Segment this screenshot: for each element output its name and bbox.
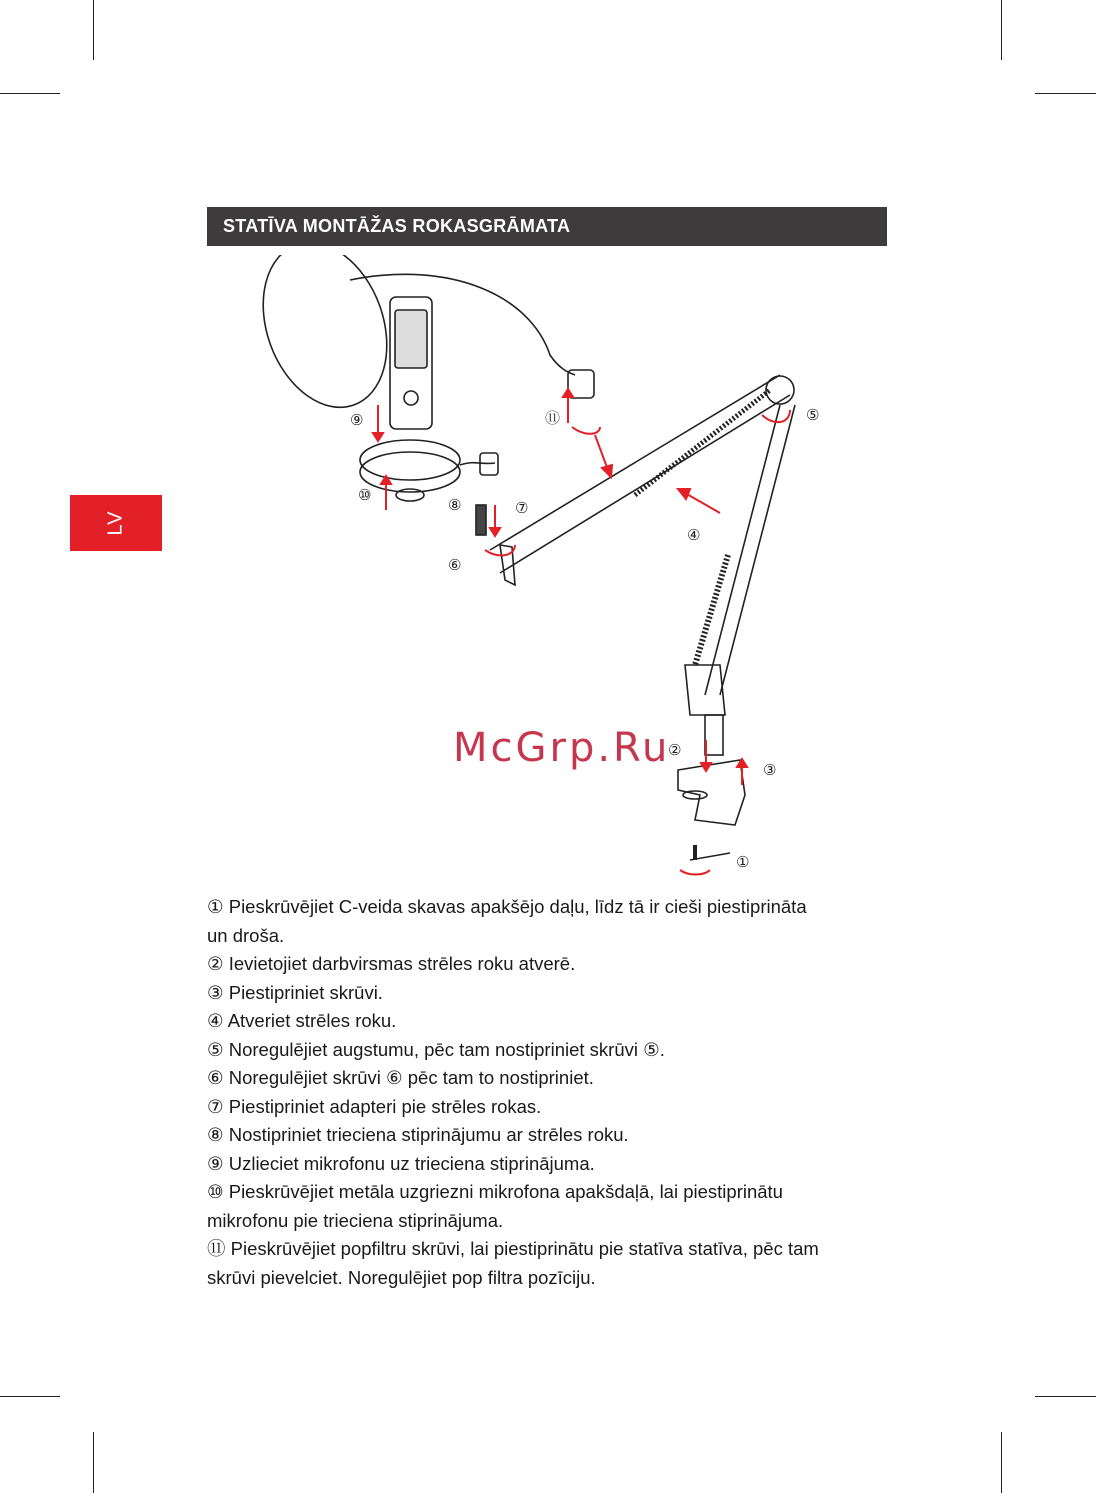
callout-2: ②: [668, 741, 682, 759]
callout-4: ④: [687, 526, 701, 544]
instruction-line: ② Ievietojiet darbvirsmas strēles roku atverē.: [207, 953, 576, 974]
callout-11: ⑪: [545, 409, 561, 427]
crop-mark: [1035, 93, 1096, 94]
crop-mark: [93, 0, 94, 60]
adapter: [476, 505, 486, 535]
page-title: STATĪVA MONTĀŽAS ROKASGRĀMATA: [207, 207, 887, 246]
crop-mark: [1035, 1396, 1096, 1397]
shock-mount: [360, 440, 460, 480]
callout-10: ⑩: [358, 486, 372, 504]
callout-3: ③: [763, 761, 777, 779]
language-label: LV: [104, 510, 127, 536]
callout-8: ⑧: [448, 496, 462, 514]
instruction-line: mikrofonu pie trieciena stiprinājuma.: [207, 1209, 504, 1231]
gooseneck: [350, 274, 575, 375]
callout-5: ⑤: [806, 406, 820, 424]
callout-7: ⑦: [515, 499, 529, 517]
assembly-diagram: [250, 255, 830, 885]
instruction-line: ⑤ Noregulējiet augstumu, pēc tam nostipriniet skrūvi ⑤.: [207, 1038, 665, 1060]
callout-1: ①: [736, 853, 750, 871]
instruction-line: un droša.: [207, 924, 285, 946]
upper-spring: [635, 390, 770, 495]
instruction-line: ⑦ Piestipriniet adapteri pie strēles rokas.: [207, 1095, 542, 1117]
instruction-line: skrūvi pievelciet. Noregulējiet pop filtra pozīciju.: [207, 1266, 596, 1288]
callout-6: ⑥: [448, 556, 462, 574]
instruction-line: ④ Atveriet strēles roku.: [207, 1010, 397, 1031]
instruction-line: ③ Piestipriniet skrūvi.: [207, 981, 383, 1003]
crop-mark: [1001, 1432, 1002, 1493]
crop-mark: [93, 1432, 94, 1493]
language-tab: [70, 495, 162, 551]
instruction-line: ⑧ Nostipriniet trieciena stiprinājumu ar strēles roku.: [207, 1124, 629, 1145]
watermark: McGrp.Ru: [453, 725, 671, 771]
instruction-line: ⑪ Pieskrūvējiet popfiltru skrūvi, lai piestiprinātu pie statīva statīva, pēc tam: [207, 1238, 819, 1259]
mic-nut: [396, 489, 424, 501]
instruction-line: ⑩ Pieskrūvējiet metāla uzgriezni mikrofona apakšdaļā, lai piestiprinātu: [207, 1181, 783, 1202]
crop-mark: [1001, 0, 1002, 60]
crop-mark: [0, 93, 60, 94]
pop-filter: [250, 255, 409, 425]
instruction-line: ⑨ Uzlieciet mikrofonu uz trieciena stiprinājuma.: [207, 1152, 595, 1174]
instruction-line: ① Pieskrūvējiet C-veida skavas apakšējo daļu, līdz tā ir cieši piestiprināta: [207, 896, 807, 917]
crop-mark: [0, 1396, 60, 1397]
lower-spring: [695, 555, 728, 665]
instruction-line: ⑥ Noregulējiet skrūvi ⑥ pēc tam to nostipriniet.: [207, 1067, 594, 1088]
instructions-list: [207, 893, 897, 1292]
callout-9: ⑨: [350, 411, 364, 429]
